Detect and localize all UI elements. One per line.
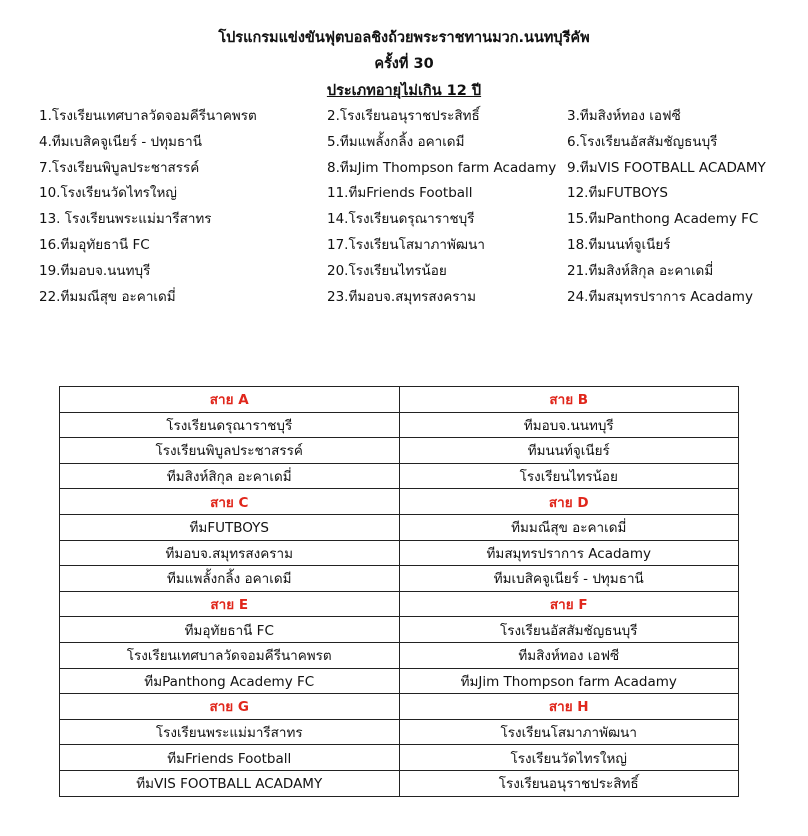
team-entry: 11.ทีมFriends Football	[327, 185, 473, 202]
group-team-cell: ทีมมณีสุข อะคาเดมี่	[399, 514, 739, 540]
group-team-cell: ทีมสิงห์ทอง เอฟซี	[399, 642, 739, 668]
group-header-row	[60, 694, 739, 720]
team-entry: 8.ทีมJim Thompson farm Acadamy	[327, 159, 557, 176]
group-team-cell: ทีมเบสิคจูเนียร์ - ปทุมธานี	[399, 566, 739, 592]
group-header: สาย H	[399, 694, 739, 720]
group-team-cell: โรงเรียนพิบูลประชาสรรค์	[60, 438, 400, 464]
edition-label: ครั้งที่ 30	[374, 56, 434, 72]
group-team-cell: ทีมPanthong Academy FC	[60, 668, 400, 694]
table-row	[60, 668, 739, 694]
group-team-cell: โรงเรียนโสมาภาพัฒนา	[399, 719, 739, 745]
table-row	[60, 642, 739, 668]
group-team-cell: โรงเรียนอนุราชประสิทธิ์	[399, 770, 739, 796]
team-entry: 4.ทีมเบสิคจูเนียร์ - ปทุมธานี	[39, 133, 202, 150]
team-entry: 10.โรงเรียนวัดไทรใหญ่	[39, 185, 177, 202]
team-list-row	[0, 181, 808, 207]
team-entry: 2.โรงเรียนอนุราชประสิทธิ์	[327, 108, 480, 124]
team-entry: 19.ทีมอบจ.นนทบุรี	[39, 262, 151, 279]
group-team-cell: โรงเรียนเทศบาลวัดจอมคีรีนาคพรต	[60, 642, 400, 668]
group-team-cell: ทีมอบจ.สมุทรสงคราม	[60, 540, 400, 566]
team-entry: 21.ทีมสิงห์สิกุล อะคาเดมี่	[567, 262, 714, 279]
team-entry: 16.ทีมอุทัยธานี FC	[39, 236, 150, 253]
group-team-cell: โรงเรียนวัดไทรใหญ่	[399, 745, 739, 771]
group-header-row	[60, 489, 739, 515]
table-row	[60, 719, 739, 745]
team-list-row	[0, 104, 808, 130]
team-entry: 18.ทีมนนท์จูเนียร์	[567, 236, 671, 253]
table-row	[60, 438, 739, 464]
team-entry: 7.โรงเรียนพิบูลประชาสรรค์	[39, 159, 200, 176]
group-team-cell: ทีมFUTBOYS	[60, 514, 400, 540]
team-entry: 3.ทีมสิงห์ทอง เอฟซี	[567, 108, 681, 124]
team-entry: 22.ทีมมณีสุข อะคาเดมี่	[39, 288, 176, 305]
group-team-cell: ทีมVIS FOOTBALL ACADAMY	[60, 770, 400, 796]
team-list-row	[0, 259, 808, 285]
group-team-cell: ทีมFriends Football	[60, 745, 400, 771]
team-list	[0, 104, 808, 310]
table-row	[60, 745, 739, 771]
table-row	[60, 514, 739, 540]
page-title: โปรแกรมแข่งขันฟุตบอลชิงถ้วยพระราชทานมวก.นนทบุรีคัพ	[218, 30, 590, 46]
group-header: สาย F	[399, 591, 739, 617]
group-team-cell: ทีมอบจ.นนทบุรี	[399, 412, 739, 438]
table-row	[60, 540, 739, 566]
group-team-cell: โรงเรียนไทรน้อย	[399, 463, 739, 489]
group-team-cell: ทีมสิงห์สิกุล อะคาเดมี่	[60, 463, 400, 489]
team-entry: 14.โรงเรียนดรุณาราชบุรี	[327, 211, 475, 228]
category-label: ประเภทอายุไม่เกิน 12 ปี	[326, 83, 482, 99]
team-entry: 20.โรงเรียนไทรน้อย	[327, 262, 447, 279]
group-team-cell: ทีมนนท์จูเนียร์	[399, 438, 739, 464]
team-list-row	[0, 207, 808, 233]
team-entry: 6.โรงเรียนอัสสัมชัญธนบุรี	[567, 133, 718, 150]
team-list-row	[0, 233, 808, 259]
group-header: สาย B	[399, 387, 739, 413]
table-row	[60, 770, 739, 796]
table-row	[60, 463, 739, 489]
group-team-cell: โรงเรียนอัสสัมชัญธนบุรี	[399, 617, 739, 643]
team-entry: 5.ทีมแพลั้งกลิ้ง อคาเดมี	[327, 133, 465, 150]
team-entry: 23.ทีมอบจ.สมุทรสงคราม	[327, 288, 477, 305]
groups-table	[59, 386, 739, 797]
team-entry: 13. โรงเรียนพระแม่มารีสาทร	[39, 211, 212, 228]
group-header: สาย D	[399, 489, 739, 515]
group-team-cell: ทีมอุทัยธานี FC	[60, 617, 400, 643]
group-team-cell: โรงเรียนพระแม่มารีสาทร	[60, 719, 400, 745]
group-header-row	[60, 387, 739, 413]
team-list-row	[0, 156, 808, 182]
team-entry: 24.ทีมสมุทรปราการ Acadamy	[567, 288, 753, 305]
group-team-cell: ทีมJim Thompson farm Acadamy	[399, 668, 739, 694]
table-row	[60, 566, 739, 592]
group-header-row	[60, 591, 739, 617]
group-header: สาย C	[60, 489, 400, 515]
table-row	[60, 412, 739, 438]
team-entry: 17.โรงเรียนโสมาภาพัฒนา	[327, 236, 485, 253]
team-entry: 15.ทีมPanthong Academy FC	[567, 211, 759, 228]
team-entry: 9.ทีมVIS FOOTBALL ACADAMY	[567, 159, 766, 176]
group-header: สาย A	[60, 387, 400, 413]
team-entry: 1.โรงเรียนเทศบาลวัดจอมคีรีนาคพรต	[39, 108, 257, 124]
team-entry: 12.ทีมFUTBOYS	[567, 185, 668, 202]
group-team-cell: ทีมสมุทรปราการ Acadamy	[399, 540, 739, 566]
team-list-row	[0, 130, 808, 156]
team-list-row	[0, 285, 808, 311]
group-team-cell: ทีมแพลั้งกลิ้ง อคาเดมี	[60, 566, 400, 592]
group-header: สาย E	[60, 591, 400, 617]
group-team-cell: โรงเรียนดรุณาราชบุรี	[60, 412, 400, 438]
group-header: สาย G	[60, 694, 400, 720]
table-row	[60, 617, 739, 643]
